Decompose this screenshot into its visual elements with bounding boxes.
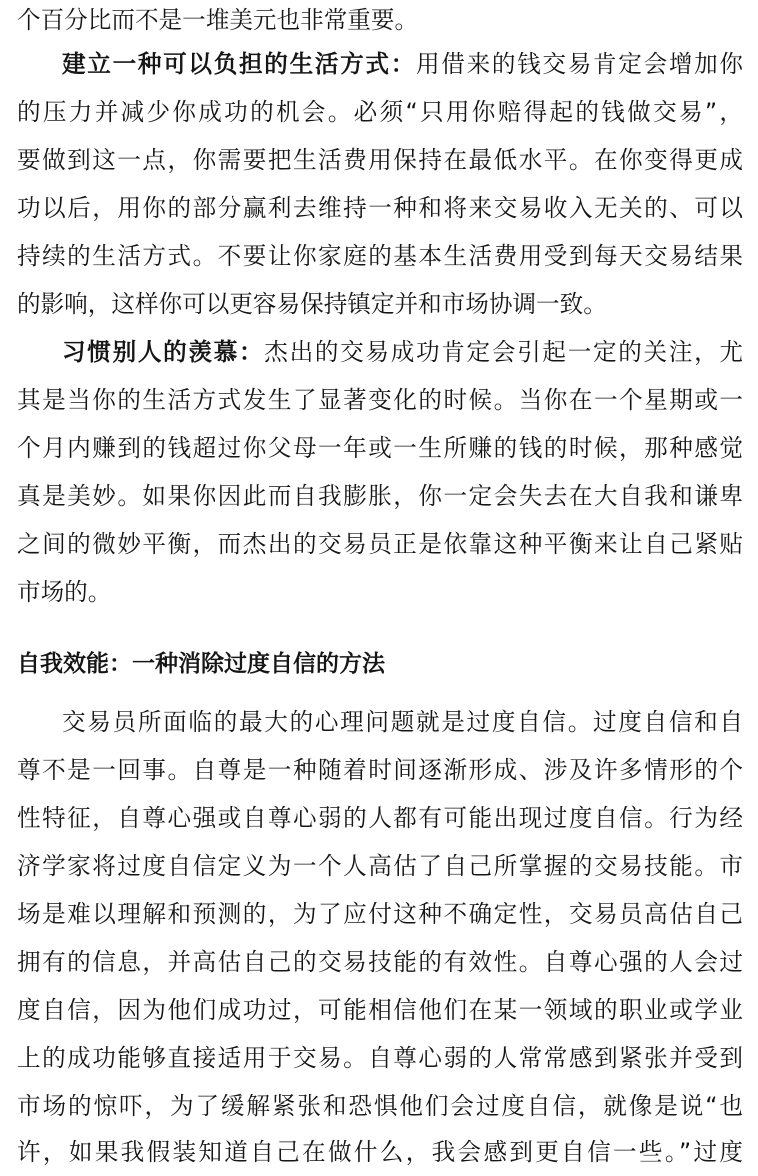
paragraph-line: 市场的。: [17, 578, 112, 606]
paragraph-line: 尊不是一回事。自尊是一种随着时间逐渐形成、涉及许多情形的个: [17, 756, 743, 784]
paragraph-bold-lead: 习惯别人的羡慕：: [62, 338, 265, 366]
paragraph-line: 拥有的信息，并高估自己的交易技能的有效性。自尊心强的人会过: [17, 948, 743, 976]
paragraph-line: 个月内赚到的钱超过你父母一年或一生所赚的钱的时候，那种感觉: [17, 434, 743, 462]
paragraph-text: 杰出的交易成功肯定会引起一定的关注，尤: [264, 338, 743, 366]
paragraph-line: 济学家将过度自信定义为一个人高估了自己所掌握的交易技能。市: [17, 852, 743, 880]
section-heading: 自我效能：一种消除过度自信的方法: [17, 651, 385, 677]
paragraph-line: 许，如果我假装知道自己在做什么，我会感到更自信一些。”过度: [17, 1138, 743, 1166]
paragraph-line: 的压力并减少你成功的机会。必须“只用你赔得起的钱做交易”，: [17, 98, 743, 126]
paragraph-line: 的影响，这样你可以更容易保持镇定并和市场协调一致。: [17, 290, 607, 318]
paragraph-line: 度自信，因为他们成功过，可能相信他们在某一领域的职业或学业: [17, 996, 743, 1024]
paragraph-text: 用借来的钱交易肯定会增加你: [416, 50, 743, 78]
paragraph-line: 持续的生活方式。不要让你家庭的基本生活费用受到每天交易结果: [17, 242, 743, 270]
paragraph-line: 性特征，自尊心强或自尊心弱的人都有可能出现过度自信。行为经: [17, 804, 743, 832]
paragraph-line: [62, 328, 743, 376]
paragraph-line: 真是美妙。如果你因此而自我膨胀，你一定会失去在大自我和谦卑: [17, 482, 743, 510]
paragraph-bold-lead: 建立一种可以负担的生活方式：: [62, 50, 416, 78]
paragraph-line: 市场的惊吓，为了缓解紧张和恐惧他们会过度自信，就像是说“也: [17, 1092, 743, 1120]
paragraph-line: 之间的微妙平衡，而杰出的交易员正是依靠这种平衡来让自己紧贴: [17, 530, 743, 558]
paragraph-line: 场是难以理解和预测的，为了应付这种不确定性，交易员高估自己: [17, 900, 743, 928]
paragraph-line: 上的成功能够直接适用于交易。自尊心弱的人常常感到紧张并受到: [17, 1044, 743, 1072]
paragraph-line: 其是当你的生活方式发生了显著变化的时候。当你在一个星期或一: [17, 386, 743, 414]
paragraph-line: 功以后，用你的部分赢利去维持一种和将来交易收入无关的、可以: [17, 194, 743, 222]
paragraph-line: 要做到这一点，你需要把生活费用保持在最低水平。在你变得更成: [17, 146, 743, 174]
paragraph-line: [62, 40, 743, 88]
intro-tail-line: 个百分比而不是一堆美元也非常重要。: [17, 6, 419, 34]
book-page: [17, 0, 743, 1166]
paragraph-line: 交易员所面临的最大的心理问题就是过度自信。过度自信和自: [62, 708, 743, 736]
